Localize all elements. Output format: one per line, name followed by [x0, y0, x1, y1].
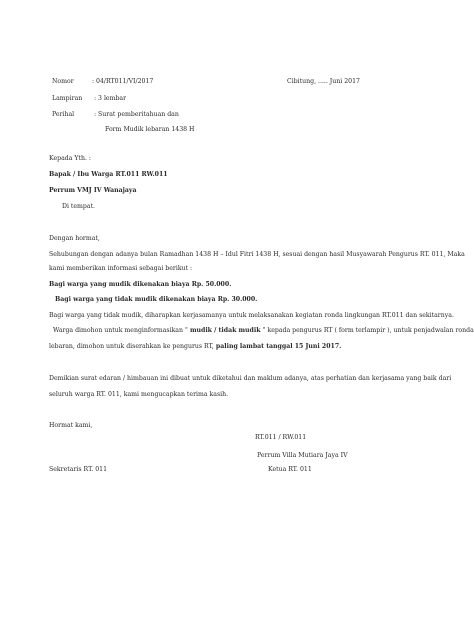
- closing-line-2: seluruh warga RT. 011, kami mengucapkan terima kasih.: [49, 391, 229, 398]
- hormat-kami: Hormat kami,: [49, 422, 93, 429]
- org-line-2: Perrum Villa Mutiara Jaya IV: [257, 452, 348, 459]
- paragraph-3-line-1-a: Warga dimohon untuk menginformasikan ": [53, 327, 188, 334]
- paragraph-2-line-1: Bagi warga yang tidak mudik, diharapkan kerjasamanya untuk melaksanakan kegiatan ronda lingkungan RT.011 dan sekitarnya.: [49, 312, 454, 319]
- kepada-label: Kepada Yth. :: [49, 155, 91, 162]
- place-date: Cibitung, ..... Juni 2017: [287, 78, 360, 85]
- fee-mudik: Bagi warga yang mudik dikenakan biaya Rp. 50.000.: [49, 281, 232, 288]
- lampiran-value: : 3 lembar: [94, 95, 127, 102]
- org-line-1: RT.011 / RW.011: [255, 434, 307, 441]
- recipient-address: Perrum VMJ IV Wanajaya: [49, 187, 137, 194]
- paragraph-3-line-1-c: " kepada pengurus RT ( form terlampir ), untuk penjadwalan ronda: [262, 327, 474, 334]
- perihal-value-1: : Surat pemberitahuan dan: [94, 111, 179, 118]
- paragraph-3-line-1: [53, 328, 474, 334]
- closing-line-1: Demikian surat edaran / himbauan ini dibuat untuk diketahui dan maklum adanya, atas perhatian dan kerjasama yang baik dari: [49, 375, 452, 382]
- deadline: paling lambat tanggal 15 Juni 2017.: [213, 343, 342, 350]
- nomor-value: : 04/RT011/VI/2017: [92, 78, 154, 85]
- lampiran-label: Lampiran: [52, 95, 83, 102]
- recipient-location: Di tempat.: [62, 203, 96, 210]
- paragraph-1-line-2: kami memberikan informasi sebagai berikut :: [49, 265, 193, 272]
- paragraph-3-line-2-a: lebaran, dimohon untuk diserahkan ke pengurus RT,: [49, 343, 214, 350]
- fee-tidak-mudik: Bagi warga yang tidak mudik dikenakan biaya Rp. 30.000.: [55, 296, 258, 303]
- paragraph-3-emphasis: mudik / tidak mudik: [187, 327, 263, 334]
- perihal-value-2: Form Mudik lebaran 1438 H: [105, 126, 195, 133]
- recipient-name: Bapak / Ibu Warga RT.011 RW.011: [49, 171, 168, 178]
- nomor-label: Nomor: [52, 78, 74, 85]
- perihal-label: Perihal: [52, 111, 75, 118]
- paragraph-1-line-1: Sehubungan dengan adanya bulan Ramadhan 1438 H – Idul Fitri 1438 H, sesuai dengan hasil Musyawarah Pengurus RT. 011, Maka: [49, 251, 465, 258]
- sekretaris-title: Sekretaris RT. 011: [49, 466, 108, 473]
- paragraph-3-line-2: [49, 344, 341, 350]
- ketua-title: Ketua RT. 011: [268, 466, 312, 473]
- greeting: Dengan hormat,: [49, 235, 100, 242]
